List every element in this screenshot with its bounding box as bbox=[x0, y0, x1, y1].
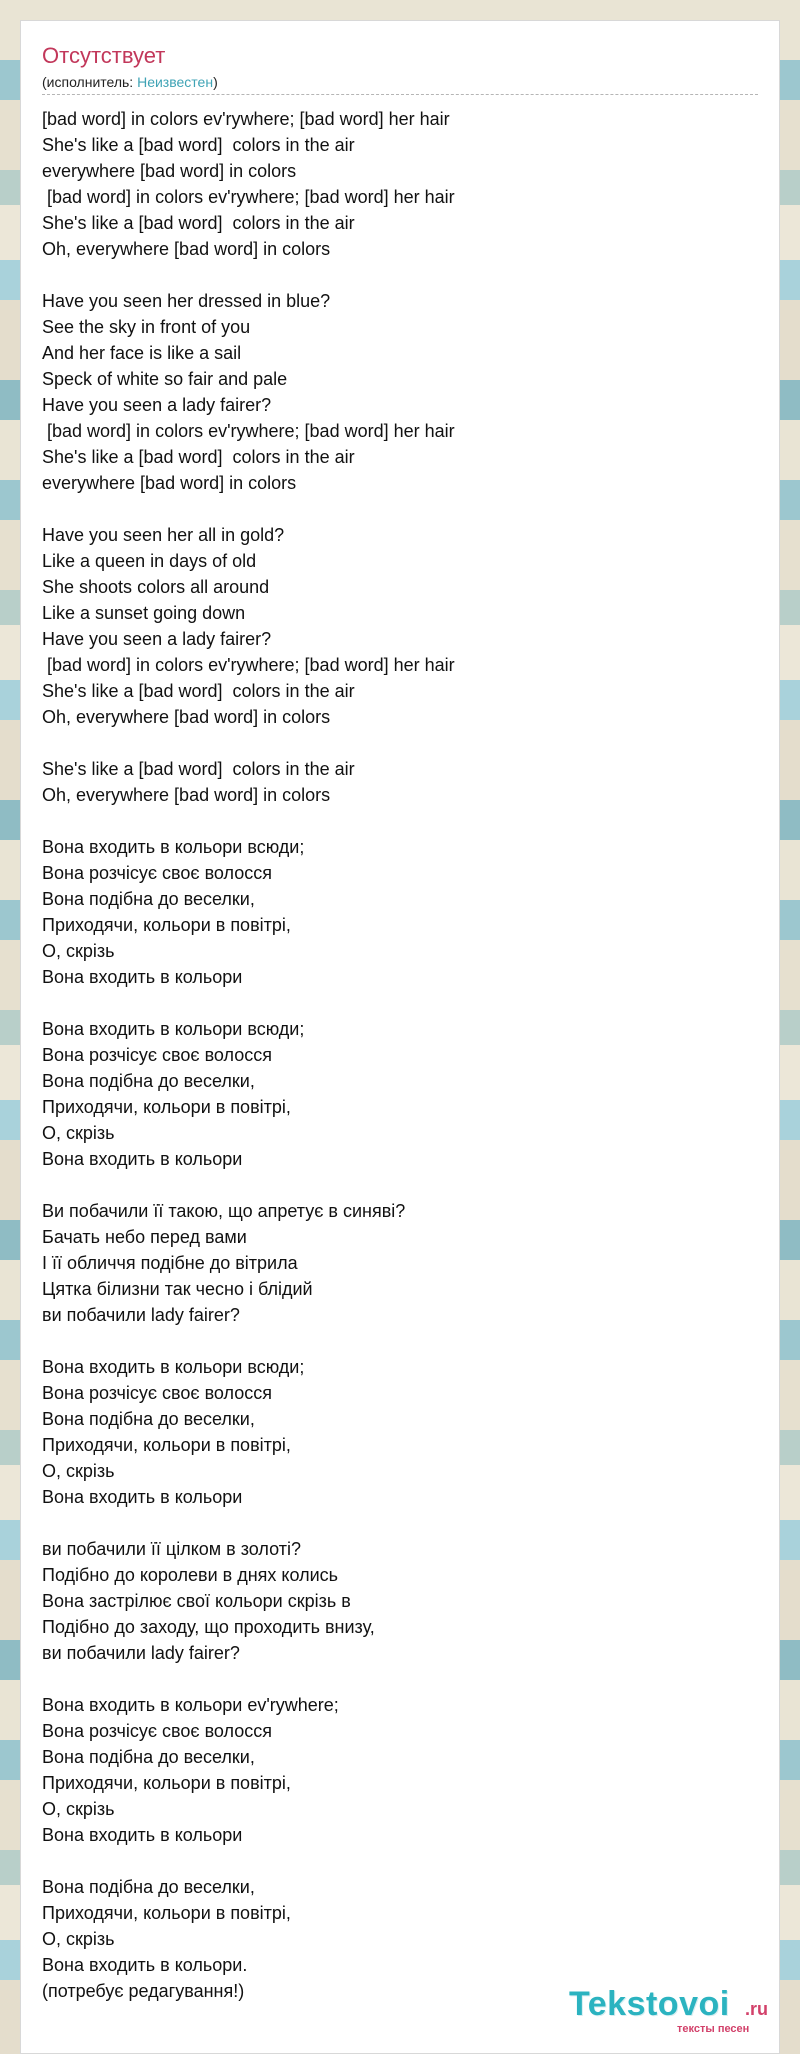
lyric-line: Like a queen in days of old bbox=[42, 551, 257, 571]
lyric-line: Подібно до королеви в днях колись bbox=[42, 1565, 339, 1585]
lyric-line: Oh, everywhere [bad word] in colors bbox=[42, 239, 331, 259]
lyric-line: О, скрізь bbox=[42, 1799, 115, 1819]
lyric-line: ви побачили lady fairer? bbox=[42, 1305, 240, 1325]
lyric-line: Have you seen her all in gold? bbox=[42, 525, 285, 545]
site-logo[interactable] bbox=[569, 1985, 779, 2035]
lyric-line: She's like a [bad word] colors in the air bbox=[42, 681, 355, 701]
lyric-line: О, скрізь bbox=[42, 1123, 115, 1143]
lyric-line: Вона входить в кольори bbox=[42, 1487, 243, 1507]
lyric-line: Have you seen a lady fairer? bbox=[42, 395, 272, 415]
stanza-gap bbox=[42, 1666, 762, 1692]
lyric-line: Вона входить в кольори всюди; bbox=[42, 1019, 305, 1039]
lyric-line: Приходячи, кольори в повітрі, bbox=[42, 1903, 291, 1923]
lyrics-text bbox=[42, 106, 762, 2004]
title-divider bbox=[42, 94, 758, 95]
artist-line bbox=[42, 74, 218, 90]
stanza-gap bbox=[42, 1510, 762, 1536]
lyric-line: Вона входить в кольори bbox=[42, 1149, 243, 1169]
lyric-line: Цятка білизни так чесно і блідий bbox=[42, 1279, 313, 1299]
lyric-line: See the sky in front of you bbox=[42, 317, 251, 337]
lyric-line: Приходячи, кольори в повітрі, bbox=[42, 1097, 291, 1117]
stanza-gap bbox=[42, 730, 762, 756]
lyric-line: Have you seen a lady fairer? bbox=[42, 629, 272, 649]
lyric-line: She's like a [bad word] colors in the air bbox=[42, 135, 355, 155]
lyric-line: Бачать небо перед вами bbox=[42, 1227, 247, 1247]
lyric-line: Вона розчісує своє волосся bbox=[42, 1721, 273, 1741]
stanza-gap bbox=[42, 808, 762, 834]
lyric-line: [bad word] in colors ev'rywhere; [bad word] her hair bbox=[42, 109, 450, 129]
lyric-line: Speck of white so fair and pale bbox=[42, 369, 288, 389]
lyric-line: Have you seen her dressed in blue? bbox=[42, 291, 331, 311]
lyric-line: [bad word] in colors ev'rywhere; [bad word] her hair bbox=[42, 187, 455, 207]
lyric-line: Вона входить в кольори всюди; bbox=[42, 1357, 305, 1377]
lyric-line: О, скрізь bbox=[42, 941, 115, 961]
lyric-line: Приходячи, кольори в повітрі, bbox=[42, 1773, 291, 1793]
lyric-line: Вона розчісує своє волосся bbox=[42, 1045, 273, 1065]
stanza-gap bbox=[42, 1848, 762, 1874]
artist-suffix: ) bbox=[213, 74, 218, 90]
lyric-line: Приходячи, кольори в повітрі, bbox=[42, 915, 291, 935]
lyric-line: (потребує редагування!) bbox=[42, 1981, 245, 2001]
lyric-line: Подібно до заходу, що проходить внизу, bbox=[42, 1617, 375, 1637]
lyric-line: О, скрізь bbox=[42, 1461, 115, 1481]
artist-prefix: (исполнитель: bbox=[42, 74, 138, 90]
lyric-line: Вона входить в кольори. bbox=[42, 1955, 248, 1975]
lyric-line: Вона подібна до веселки, bbox=[42, 889, 255, 909]
lyric-line: Ви побачили її такою, що апретує в синяві? bbox=[42, 1201, 406, 1221]
stanza-gap bbox=[42, 1172, 762, 1198]
lyric-line: Вона подібна до веселки, bbox=[42, 1747, 255, 1767]
lyric-line: [bad word] in colors ev'rywhere; [bad word] her hair bbox=[42, 421, 455, 441]
song-title: Отсутствует bbox=[42, 43, 166, 68]
lyric-line: Вона входить в кольори bbox=[42, 967, 243, 987]
lyric-line: Oh, everywhere [bad word] in colors bbox=[42, 785, 331, 805]
logo-tld: .ru bbox=[745, 1999, 769, 2019]
lyric-line: And her face is like a sail bbox=[42, 343, 242, 363]
lyric-line: Вона подібна до веселки, bbox=[42, 1409, 255, 1429]
stanza-gap bbox=[42, 262, 762, 288]
lyric-line: Вона подібна до веселки, bbox=[42, 1071, 255, 1091]
lyric-line: She's like a [bad word] colors in the air bbox=[42, 447, 355, 467]
lyric-line: ви побачили її цілком в золоті? bbox=[42, 1539, 301, 1559]
lyric-line: Oh, everywhere [bad word] in colors bbox=[42, 707, 331, 727]
lyric-line: Вона входить в кольори bbox=[42, 1825, 243, 1845]
lyric-line: Like a sunset going down bbox=[42, 603, 246, 623]
lyric-line: О, скрізь bbox=[42, 1929, 115, 1949]
logo-name: Tekstovoi bbox=[569, 1985, 730, 2023]
lyric-line: Приходячи, кольори в повітрі, bbox=[42, 1435, 291, 1455]
lyric-line: Вона розчісує своє волосся bbox=[42, 1383, 273, 1403]
lyric-line: Вона застрілює свої кольори скрізь в bbox=[42, 1591, 351, 1611]
lyrics-card bbox=[20, 20, 780, 2054]
lyric-line: everywhere [bad word] in colors bbox=[42, 161, 297, 181]
lyric-line: Вона входить в кольори всюди; bbox=[42, 837, 305, 857]
lyric-line: She's like a [bad word] colors in the air bbox=[42, 213, 355, 233]
lyric-line: She shoots colors all around bbox=[42, 577, 270, 597]
lyric-line: І її обличчя подібне до вітрила bbox=[42, 1253, 298, 1273]
lyric-line: [bad word] in colors ev'rywhere; [bad word] her hair bbox=[42, 655, 455, 675]
logo-tagline: тексты песен bbox=[677, 2023, 750, 2035]
lyric-line: Вона подібна до веселки, bbox=[42, 1877, 255, 1897]
lyric-line: everywhere [bad word] in colors bbox=[42, 473, 297, 493]
lyric-line: Вона входить в кольори ev'rywhere; bbox=[42, 1695, 339, 1715]
stanza-gap bbox=[42, 990, 762, 1016]
stanza-gap bbox=[42, 496, 762, 522]
lyric-line: Вона розчісує своє волосся bbox=[42, 863, 273, 883]
lyric-line: ви побачили lady fairer? bbox=[42, 1643, 240, 1663]
stanza-gap bbox=[42, 1328, 762, 1354]
artist-link[interactable]: Неизвестен bbox=[137, 74, 214, 90]
lyric-line: She's like a [bad word] colors in the air bbox=[42, 759, 355, 779]
